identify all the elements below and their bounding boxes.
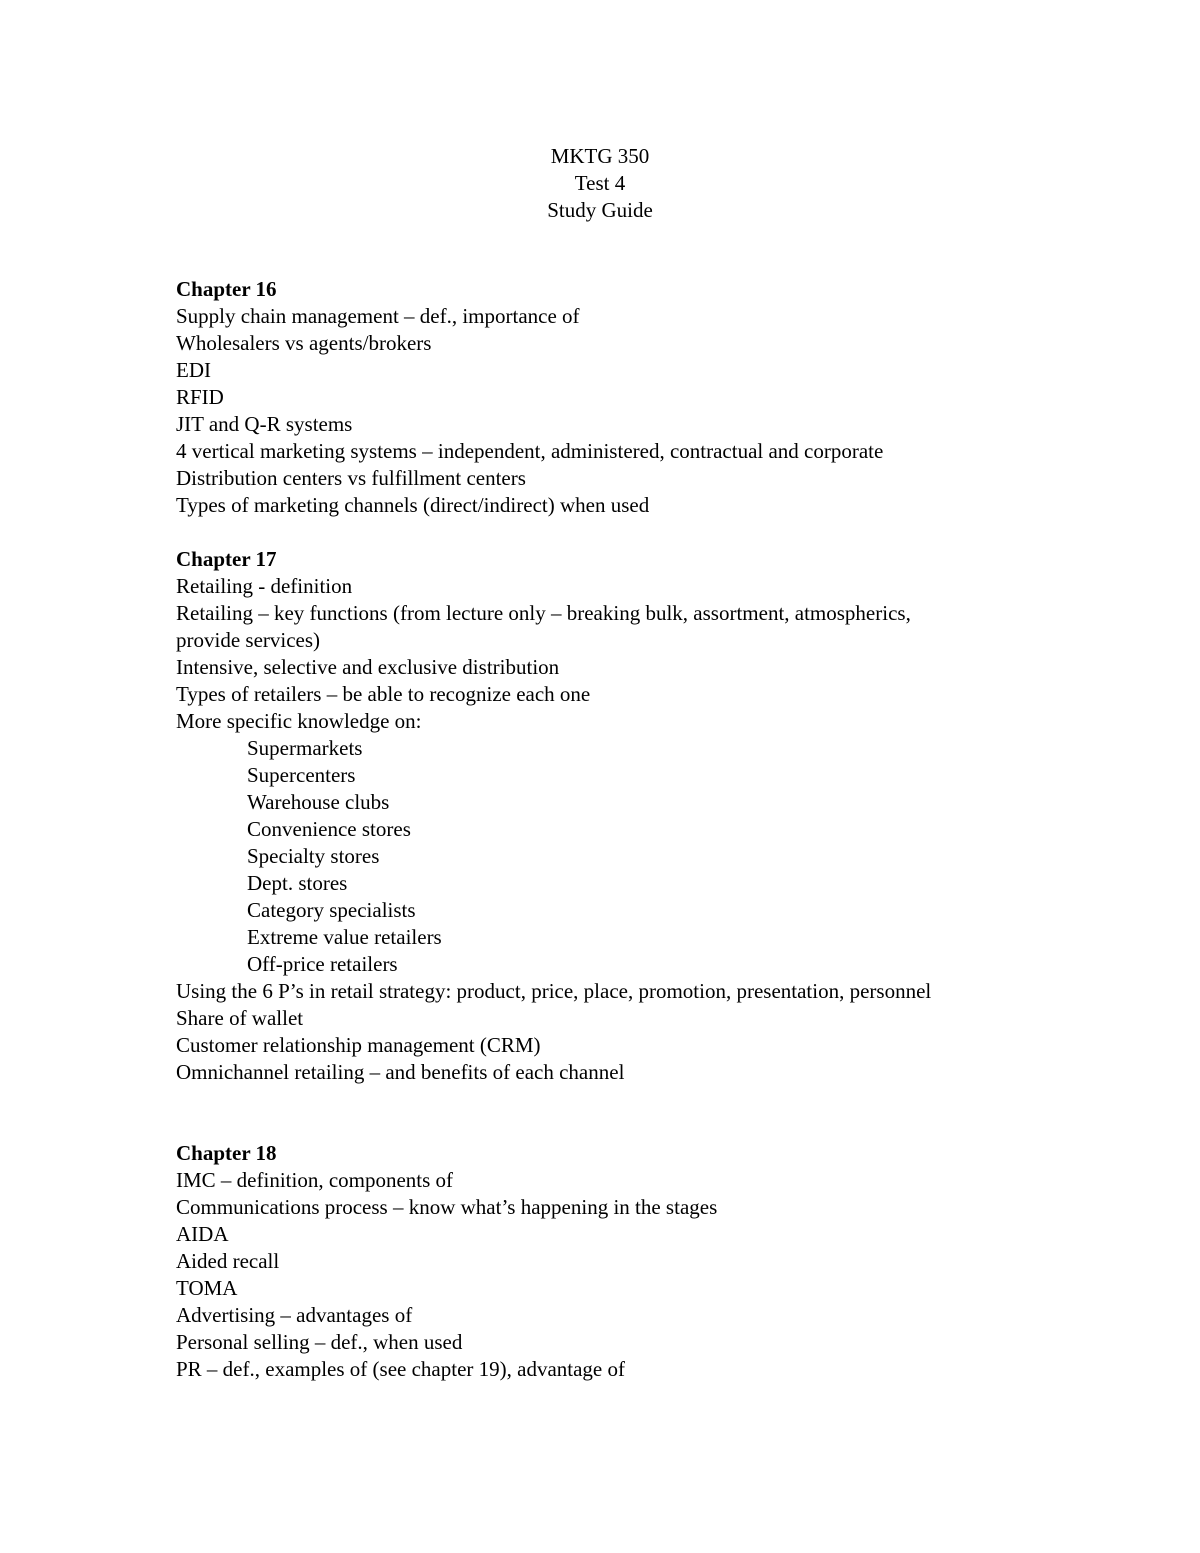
document-body [176,276,1076,1383]
test-number: Test 4 [574,171,626,195]
list-item: PR – def., examples of (see chapter 19), advantage of [176,1357,625,1381]
document-header [0,143,1200,224]
sub-list-item: Specialty stores [247,844,380,868]
list-item: EDI [176,358,211,382]
chapter-18-heading: Chapter 18 [176,1141,277,1165]
chapter-16-heading: Chapter 16 [176,277,277,301]
document-subtitle: Study Guide [547,198,653,222]
sub-list-item: Convenience stores [247,817,411,841]
list-item: Communications process – know what’s happening in the stages [176,1195,718,1219]
list-item: Customer relationship management (CRM) [176,1033,541,1057]
list-item: TOMA [176,1276,238,1300]
list-item: Retailing - definition [176,574,353,598]
sub-list-item: Extreme value retailers [247,925,442,949]
list-item: AIDA [176,1222,229,1246]
chapter-17-heading: Chapter 17 [176,547,277,571]
list-item: Supply chain management – def., importance of [176,304,580,328]
list-item: JIT and Q-R systems [176,412,353,436]
list-item: Distribution centers vs fulfillment centers [176,466,526,490]
list-item: Types of retailers – be able to recognize each one [176,682,591,706]
sub-list-item: Off-price retailers [247,952,398,976]
list-item: Intensive, selective and exclusive distribution [176,655,560,679]
chapter-16-section [176,276,1076,519]
list-item: More specific knowledge on: [176,709,422,733]
course-code: MKTG 350 [550,144,650,168]
chapter-18-section [176,1140,1076,1383]
sub-list-item: Supercenters [247,763,356,787]
list-item: Retailing – key functions (from lecture only – breaking bulk, assortment, atmospherics, [176,601,911,625]
list-item: Wholesalers vs agents/brokers [176,331,432,355]
list-item: RFID [176,385,224,409]
list-item: Share of wallet [176,1006,304,1030]
list-item: Advertising – advantages of [176,1303,413,1327]
chapter-17-section [176,546,1076,1086]
list-item: Omnichannel retailing – and benefits of each channel [176,1060,625,1084]
list-item: provide services) [176,628,321,652]
list-item: 4 vertical marketing systems – independent, administered, contractual and corporate [176,439,884,463]
list-item: Using the 6 P’s in retail strategy: product, price, place, promotion, presentation, personnel [176,979,932,1003]
list-item: Personal selling – def., when used [176,1330,463,1354]
sub-list-item: Dept. stores [247,871,348,895]
sub-list-item: Supermarkets [247,736,363,760]
list-item: Types of marketing channels (direct/indirect) when used [176,493,650,517]
list-item: IMC – definition, components of [176,1168,454,1192]
sub-list-item: Category specialists [247,898,416,922]
sub-list-item: Warehouse clubs [247,790,390,814]
list-item: Aided recall [176,1249,280,1273]
